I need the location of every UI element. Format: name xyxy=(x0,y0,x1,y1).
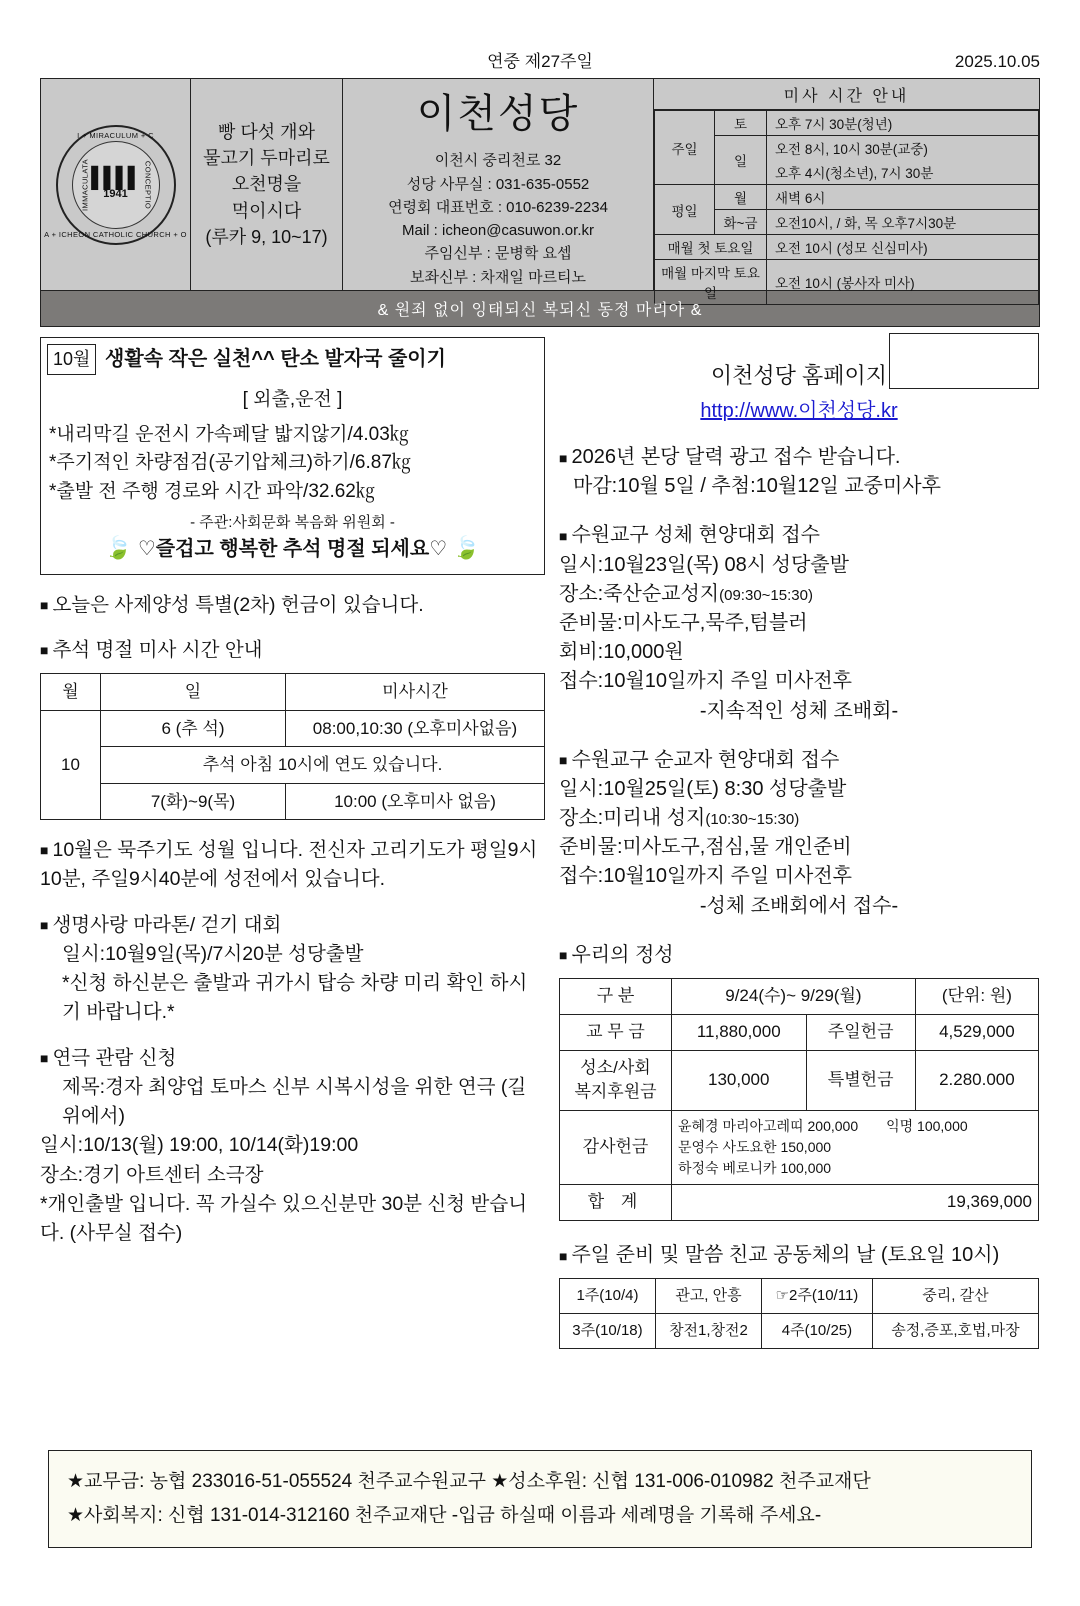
mass-time-tue-fri: 오전10시, / 화, 목 오후7시30분 xyxy=(767,210,1039,235)
chuseok-mass-section xyxy=(40,636,545,820)
community-day-title: 주일 준비 및 말씀 친교 공동체의 날 (토요일 10시) xyxy=(571,1244,1000,1267)
community-week-4: 4주(10/25) xyxy=(762,1314,873,1349)
offering-col-period: 9/24(수)~ 9/29(월) xyxy=(672,979,916,1015)
bullet-icon: ■ xyxy=(559,527,568,544)
chuseok-mass-title: 추석 명절 미사 시간 안내 xyxy=(52,638,263,661)
offering-total-label: 합 계 xyxy=(560,1185,672,1221)
eco-item-2: *주기적인 차량점검(공기압체크)하기/6.87㎏ xyxy=(49,452,411,473)
marathon-title: 생명사랑 마라톤/ 걷기 대회 xyxy=(52,913,282,936)
mass-schedule xyxy=(654,79,1039,301)
community-group-1: 관고, 안흥 xyxy=(655,1279,761,1314)
bullet-icon: ■ xyxy=(559,947,568,964)
eucharist-where: 장소:죽산순교성지 xyxy=(559,582,720,605)
seal-ring-right: CONCEPTIO xyxy=(143,160,153,209)
leaf-left-icon: 🍃 xyxy=(104,534,133,560)
verse-line-1: 빵 다섯 개와 xyxy=(218,122,315,143)
marathon-when: 일시:10월9일(목)/7시20분 성당출발 xyxy=(62,942,364,965)
eucharist-note: -지속적인 성체 조배회- xyxy=(699,699,899,722)
thanks-entry-3: 문영수 사도요한 150,000 xyxy=(678,1139,832,1156)
eco-greeting-row xyxy=(49,531,536,564)
offering-label-thanks: 감사헌금 xyxy=(560,1111,672,1185)
community-week-3: 3주(10/18) xyxy=(560,1314,656,1349)
footer-line-2: ★사회복지: 신협 131-014-312160 천주교재단 -입금 하실때 이름과 세례명을 기록해 주세요- xyxy=(67,1504,822,1526)
gospel-verse xyxy=(191,79,343,290)
bullet-icon: ■ xyxy=(40,642,49,659)
table-row xyxy=(41,674,545,711)
play-note: *개인출발 입니다. 꼭 가실수 있으신분만 30분 신청 받습니다. (사무실 접수) xyxy=(40,1192,528,1244)
martyr-note: -성체 조배회에서 접수- xyxy=(699,894,899,917)
eucharist-event-section xyxy=(559,521,1039,725)
chuseok-day-3: 7(화)~9(목) xyxy=(101,783,286,820)
mass-day-mon: 월 xyxy=(715,185,767,210)
play-section xyxy=(40,1044,545,1249)
mass-time-mon: 새벽 6시 xyxy=(767,185,1039,210)
offering-value-gyomugeum: 11,880,000 xyxy=(672,1014,807,1050)
eco-subtitle: [ 외출,운전 ] xyxy=(242,389,343,410)
pastor-name: 주임신부 : 문병학 요셉 xyxy=(424,245,572,263)
thanks-entry-1: 윤혜경 마리아고레띠 200,000 xyxy=(678,1118,859,1135)
mass-schedule-title: 미사 시간 안내 xyxy=(654,79,1039,110)
mass-time-sat: 오후 7시 30분(청년) xyxy=(767,111,1039,136)
calendar-ad-title: 2026년 본당 달력 광고 접수 받습니다. xyxy=(571,446,901,468)
bullet-icon: ■ xyxy=(559,752,568,769)
parish-info xyxy=(343,79,654,290)
eucharist-items: 준비물:미사도구,묵주,텀블러 xyxy=(559,611,808,634)
mass-schedule-table xyxy=(654,110,1039,305)
offering-title: 우리의 정성 xyxy=(571,943,674,966)
bank-account-footer xyxy=(48,1450,1032,1548)
footer-line-1: ★교무금: 농협 233016-51-055524 천주교수원교구 ★성소후원: 신협 131-006-010982 천주교재단 xyxy=(67,1470,871,1492)
seal-ring-bottom: A + ICHEON CATHOLIC CHURCH + O xyxy=(44,229,187,239)
mass-group-weekday: 평일 xyxy=(655,185,715,235)
carbon-footprint-box xyxy=(40,337,545,575)
community-week-1: 1주(10/4) xyxy=(560,1279,656,1314)
martyr-where-row xyxy=(559,804,1039,833)
bullet-icon: ■ xyxy=(40,596,49,613)
offering-label-sunday: 주일헌금 xyxy=(806,1014,915,1050)
offering-label-welfare xyxy=(560,1050,672,1111)
mass-day-tue-fri: 화~금 xyxy=(715,210,767,235)
mass-day-sun: 일 xyxy=(715,136,767,185)
parish-seal-icon xyxy=(44,125,187,245)
play-subject: 제목:경자 최양업 토마스 신부 시복시성을 위한 연극 (길 위에서) xyxy=(62,1075,527,1127)
content-columns xyxy=(40,337,1040,1349)
play-title: 연극 관람 신청 xyxy=(52,1046,177,1069)
top-header xyxy=(0,0,1080,78)
eco-title: 생활속 작은 실천^^ 탄소 발자국 줄이기 xyxy=(105,348,446,370)
table-row xyxy=(560,1111,1039,1185)
table-row xyxy=(41,783,545,820)
assistant-pastor-name: 보좌신부 : 차재일 마르티노 xyxy=(409,268,587,286)
thanks-entry-4: 하정숙 베로니카 100,000 xyxy=(678,1160,832,1177)
table-row xyxy=(560,1014,1039,1050)
blank-stamp-box xyxy=(889,333,1039,389)
offering-table xyxy=(559,978,1039,1221)
seal-year: 1941 xyxy=(103,188,128,201)
chuseok-day-1: 6 (추 석) xyxy=(101,710,286,747)
offering-label-welfare-line2: 복지후원금 xyxy=(574,1082,657,1102)
masthead xyxy=(40,78,1040,301)
eucharist-where-time: (09:30~15:30) xyxy=(719,586,813,604)
community-day-section xyxy=(559,1241,1039,1349)
offering-value-sunday: 4,529,000 xyxy=(915,1014,1038,1050)
table-row xyxy=(560,1279,1039,1314)
calendar-ad-detail: 마감:10월 5일 / 추첨:10월12일 교중미사후 xyxy=(573,475,941,498)
eco-item-1: *내리막길 운전시 가속페달 밟지않기/4.03㎏ xyxy=(49,423,409,445)
bullet-icon: ■ xyxy=(40,1049,49,1066)
patron-banner: & 원죄 없이 잉태되신 복되신 동정 마리아 & xyxy=(40,291,1040,327)
verse-line-5: (루카 9, 10~17) xyxy=(205,226,328,247)
verse-line-4: 먹이시다 xyxy=(231,200,302,221)
martyr-apply: 접수:10월10일까지 주일 미사전후 xyxy=(559,865,853,888)
special-offering-notice xyxy=(40,591,545,620)
special-offering-text: 오늘은 사제양성 특별(2차) 헌금이 있습니다. xyxy=(52,593,424,616)
col-header-time: 미사시간 xyxy=(286,674,545,711)
marathon-note: *신청 하신분은 출발과 귀가시 탑승 차량 미리 확인 하시기 바랍니다.* xyxy=(62,972,528,1024)
eucharist-title: 수원교구 성체 현양대회 접수 xyxy=(571,524,820,547)
left-column xyxy=(40,337,545,1349)
thanks-entry-2: 익명 100,000 xyxy=(886,1118,968,1135)
mass-day-sat: 토 xyxy=(715,111,767,136)
offering-col-category: 구 분 xyxy=(560,979,672,1015)
table-row xyxy=(655,260,1039,305)
offering-section xyxy=(559,941,1039,1221)
eucharist-fee: 회비:10,000원 xyxy=(559,641,684,664)
first-saturday-time: 오전 10시 (성모 신심미사) xyxy=(767,235,1039,260)
chuseok-time-3: 10:00 (오후미사 없음) xyxy=(286,783,545,820)
issue-date: 2025.10.05 xyxy=(954,52,1040,71)
email-address[interactable]: Mail : icheon@casuwon.or.kr xyxy=(402,222,594,239)
church-name: 이천성당 xyxy=(416,92,580,137)
eucharist-where-row xyxy=(559,580,1039,609)
offering-col-unit: (단위: 원) xyxy=(915,979,1038,1015)
chuseok-month: 10 xyxy=(41,710,101,820)
table-row xyxy=(655,111,1039,136)
eco-greeting: ♡즐겁고 행복한 추석 명절 되세요♡ xyxy=(137,537,448,560)
verse-line-3: 오천명을 xyxy=(231,174,302,195)
offering-label-gyomugeum: 교 무 금 xyxy=(560,1014,672,1050)
seal-ring-left: IMMACULATA xyxy=(80,158,90,211)
seal-ring-top: I + MIRACULUM + C xyxy=(77,130,154,140)
offering-value-special: 2.280.000 xyxy=(915,1050,1038,1111)
table-row xyxy=(41,747,545,784)
eucharist-apply: 접수:10월10일까지 주일 미사전후 xyxy=(559,670,853,693)
table-row xyxy=(560,1185,1039,1221)
rosary-month-text: 10월은 묵주기도 성월 입니다. 전신자 고리기도가 평일9시10분, 주일9시40분에 성전에서 있습니다. xyxy=(40,839,538,891)
table-row xyxy=(655,185,1039,210)
right-column xyxy=(559,337,1039,1349)
martyr-where-time: (10:30~15:30) xyxy=(705,811,800,829)
yeonryeong-phone: 연령회 대표번호 : 010-6239-2234 xyxy=(388,198,608,216)
table-row xyxy=(41,710,545,747)
eco-month-badge: 10월 xyxy=(47,344,96,375)
seal-ring-text xyxy=(44,127,187,243)
liturgical-week: 연중 제27주일 xyxy=(487,52,593,71)
col-header-month: 월 xyxy=(41,674,101,711)
homepage-link[interactable]: http://www.이천성당.kr xyxy=(700,400,898,422)
offering-total-value: 19,369,000 xyxy=(672,1185,1039,1221)
table-row xyxy=(560,1050,1039,1111)
chuseok-yeondo-note: 추석 아침 10시에 연도 있습니다. xyxy=(101,747,545,784)
table-row xyxy=(560,1314,1039,1349)
mass-time-sun-1: 오전 8시, 10시 30분(교중) xyxy=(767,136,1039,161)
marathon-section xyxy=(40,911,545,1028)
martyr-when: 일시:10월25일(토) 8:30 성당출발 xyxy=(559,777,847,800)
eco-item-3: *출발 전 주행 경로와 시간 파악/32.62㎏ xyxy=(49,480,375,502)
leaf-right-icon: 🍃 xyxy=(452,534,481,560)
community-group-3: 창전1,창전2 xyxy=(655,1314,761,1349)
parish-logo-cell xyxy=(41,79,191,290)
martyr-title: 수원교구 순교자 현양대회 접수 xyxy=(571,748,840,771)
table-row xyxy=(560,979,1039,1015)
offering-label-special: 특별헌금 xyxy=(806,1050,915,1111)
last-saturday-time: 오전 10시 (봉사자 미사) xyxy=(767,260,1039,305)
table-row xyxy=(655,235,1039,260)
eco-source: - 주관:사회문화 복음화 위원회 - xyxy=(190,514,395,531)
mass-group-sunday: 주일 xyxy=(655,111,715,185)
last-saturday-label: 매월 마지막 토요일 xyxy=(655,260,767,305)
verse-line-2: 물고기 두마리로 xyxy=(203,148,330,169)
bullet-icon: ■ xyxy=(40,842,49,859)
offering-thanks-list xyxy=(672,1111,1039,1185)
bullet-icon: ■ xyxy=(40,916,49,933)
community-group-2: 중리, 갈산 xyxy=(872,1279,1038,1314)
church-address: 이천시 중리천로 32 xyxy=(434,152,562,170)
rosary-month-notice xyxy=(40,836,545,895)
first-saturday-label: 매월 첫 토요일 xyxy=(655,235,767,260)
chuseok-mass-table xyxy=(40,673,545,820)
martyr-items: 준비물:미사도구,점심,물 개인준비 xyxy=(559,836,852,859)
community-week-2: ☞2주(10/11) xyxy=(762,1279,873,1314)
eucharist-when: 일시:10월23일(목) 08시 성당출발 xyxy=(559,553,849,576)
bullet-icon: ■ xyxy=(559,1247,568,1264)
thanks-row-1 xyxy=(678,1116,1032,1137)
martyr-event-section xyxy=(559,746,1039,921)
bullet-icon: ■ xyxy=(559,449,568,466)
play-where: 장소:경기 아트센터 소극장 xyxy=(40,1163,264,1186)
mass-time-sun-2: 오후 4시(청소년), 7시 30분 xyxy=(767,160,1039,185)
seal-bars-icon: ▌▌▌▌ xyxy=(91,167,140,190)
calendar-ad-section xyxy=(559,443,1039,501)
homepage-title: 이천성당 홈페이지 xyxy=(710,363,888,388)
office-phone: 성당 사무실 : 031-635-0552 xyxy=(406,175,590,193)
offering-label-welfare-line1: 성소/사회 xyxy=(580,1057,651,1077)
play-when: 일시:10/13(월) 19:00, 10/14(화)19:00 xyxy=(40,1134,359,1157)
community-group-4: 송정,증포,호법,마장 xyxy=(872,1314,1038,1349)
col-header-day: 일 xyxy=(101,674,286,711)
offering-value-welfare: 130,000 xyxy=(672,1050,807,1111)
martyr-where: 장소:미리내 성지 xyxy=(559,807,706,830)
chuseok-time-1: 08:00,10:30 (오후미사없음) xyxy=(286,710,545,747)
community-day-table xyxy=(559,1278,1039,1349)
